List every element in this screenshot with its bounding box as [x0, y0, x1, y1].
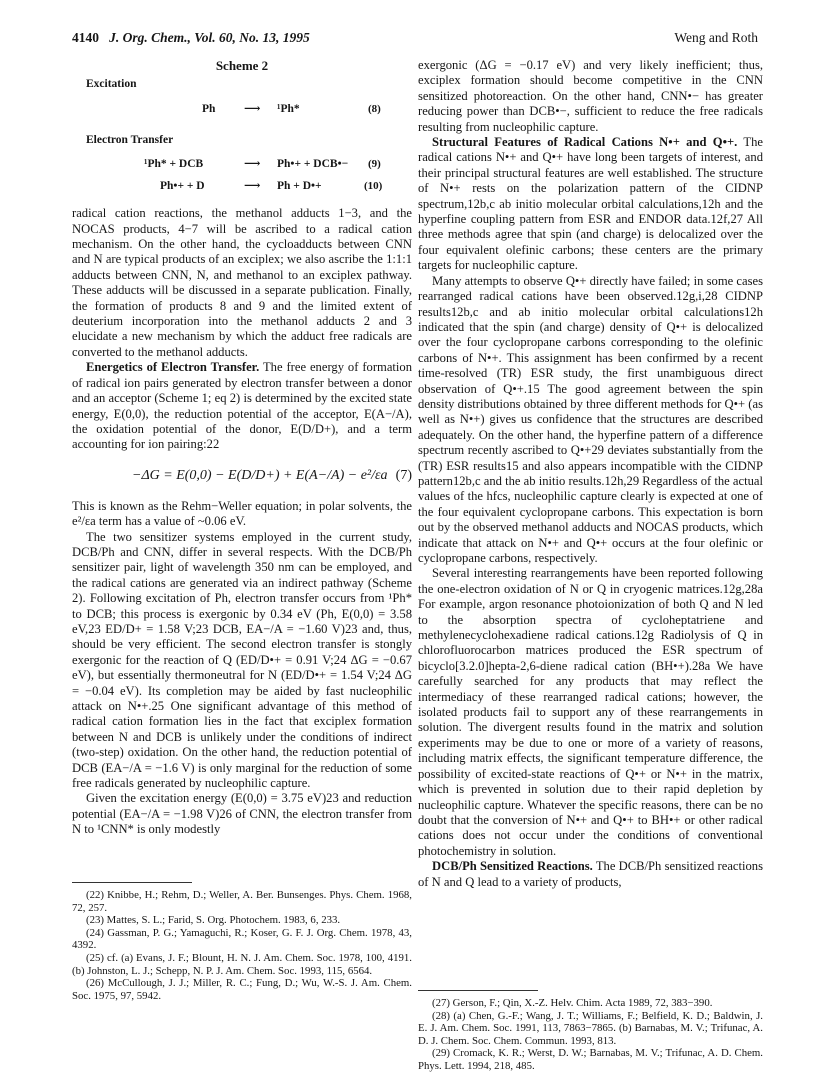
footnote-27: (27) Gerson, F.; Qin, X.-Z. Helv. Chim. Acta 1989, 72, 383−390. — [432, 997, 713, 1009]
section-heading-energetics: Energetics of Electron Transfer. — [86, 360, 260, 375]
footnote-25: (25) cf. (a) Evans, J. F.; Blount, H. N. J. Am. Chem. Soc. 1978, 100, 4191. (b) Johnston, L. J.; Schepp, N. P. J. Am. Chem. Soc. 1993, 115, 6564. — [72, 951, 412, 977]
reaction-8-reactant: Ph — [202, 102, 216, 115]
journal-citation: J. Org. Chem., Vol. 60, No. 13, 1995 — [109, 30, 310, 45]
right-column — [418, 58, 763, 890]
paragraph-exergonic: exergonic (ΔG = −0.17 eV) and very likely inefficient; thus, exciplex formation should become competitive in the CNN sensitized photoreaction. On the other hand, CNN•− has greater reducing power than DCB•−, sufficient to reduce the free radicals resulting from nucleophilic capture. — [418, 58, 763, 134]
scheme-electron-transfer-label: Electron Transfer — [86, 133, 174, 146]
reaction-8-product: ¹Ph* — [277, 102, 300, 115]
reaction-9-number: (9) — [368, 158, 381, 171]
paragraph-dcb-ph-body: The DCB/Ph sensitized reactions of N and Q lead to a variety of products, — [418, 859, 763, 889]
reaction-10 — [72, 176, 412, 198]
equation-7 — [72, 459, 412, 493]
rehm-weller-formula: −ΔG = E(0,0) − E(D/D+) + E(A−/A) − e²/εa — [132, 467, 388, 483]
paragraph-excitation-energy: Given the excitation energy (E(0,0) = 3.75 eV)23 and reduction potential (EA−/A = −1.98 V)26 of CNN, the electron transfer from N to ¹CNN* is only modestly — [72, 791, 412, 837]
reaction-9-reactants: ¹Ph* + DCB — [144, 158, 204, 171]
scheme-title: Scheme 2 — [215, 58, 269, 73]
section-heading-structural: Structural Features of Radical Cations N•+ and Q•+. — [432, 135, 738, 150]
paragraph-energetics — [72, 360, 412, 452]
footnote-28: (28) (a) Chen, G.-F.; Wang, J. T.; Williams, F.; Belfield, K. D.; Baldwin, J. E. J. Am. Chem. Soc. 1991, 113, 7863−7865. (b) Barnabas, M. V.; Trifunac, A. D. J. Chem. Soc. Chem. Commun. 1993, 813. — [418, 1009, 763, 1047]
reaction-10-products: Ph + D•+ — [277, 180, 322, 193]
paragraph-rehm-weller: This is known as the Rehm−Weller equation; in polar solvents, the e²/εa term has a value of ~0.06 eV. — [72, 498, 412, 529]
paragraph-structural-body: The radical cations N•+ and Q•+ have long been targets of interest, and their principal structural features are well established. The structure of N•+ rests on the polarization pattern of the CIDNP spectrum,12b,c ab initio molecular orbital calculations,12h and the hyperfine coupling pattern from ESR and ENDOR data.12f,27 All three methods agree that spin (and charge) is delocalized over the four equivalent olefinic carbons; these centers are the primary targets for nucleophilic capture. — [418, 135, 763, 273]
reaction-10-reactants: Ph•+ + D — [160, 180, 205, 193]
paragraph-rearrangements: Several interesting rearrangements have been reported following the one-electron oxidation of N or Q in cryogenic matrices.12g,28a For example, argon resonance photoionization of both Q and N led to the absorption spectra of cycloheptatriene and methylenecyclohexadiene radical cations.12g Radiolysis of Q in chlorofluorocarbon matrices produced the ESR spectrum of bicyclo[3.2.0]hepta-2,6-diene radical cation (BH•+).28a We have carefully searched for any products that may reflect the intermediacy of these rearranged radical cations; however, the isolated products fail to support any of these rearrangements in solution. The divergent results found in the matrix and solution experiments may be due to one or more of a variety of reasons, including matrix effects, the significant temperature difference, the possibility of excited-state reactions of Q•+ or N•+ in the matrix, which is prevented in solution due to their rapid depletion by nucleophilic capture. Whatever the specific reasons, there can be no doubt that the conversion of N•+ and Q•+ to BH•+ or other radical cations does not occur under the conditions of conventional photochemistry in solution. — [418, 566, 763, 858]
paragraph-q-observation: Many attempts to observe Q•+ directly have failed; in some cases rearranged radical cations have been observed.12g,i,28 CIDNP results12b,c and ab initio molecular orbital calculations12h indicated that the spin (and charge) density of Q•+ is delocalized over the four cyclopropane carbons corresponding to the olefinic carbons of N•+. This assignment has been confirmed by a recent time-resolved (TR) ESR study, the first unambiguous direct observation of Q•+.15 The good agreement between the spin density distributions obtained by three different methods for Q•+ (as well as N•+) gives us confidence that the structures are described adequately. On the other hand, the hyperfine pattern of a difference spectrum recently ascribed to Q•+29 deviates substantially from the (TR) ESR results15 and also appears incompatible with the CIDNP pattern12b,c and the ab initio results.12h,29 Regardless of the actual values of the hfcs, nucleophilic capture clearly is expected at one of the four equivalent cyclopropane carbons. This expectation is born out by the observed methanol adducts and NOCAS products, which indicate that attack on N•+ and Q•+ occurs at the four olefinic or cyclopropane carbons, respectively. — [418, 273, 763, 565]
paragraph-sensitizer-systems: The two sensitizer systems employed in the current study, DCB/Ph and CNN, differ in several respects. With the DCB/Ph sensitizer pair, light of wavelength 350 nm can be employed, and the radical cations are generated via an indirect pathway (Scheme 2). Following excitation of Ph, electron transfer occurs from ¹Ph* to DCB; this process is exergonic by 0.34 eV (Ph, E(0,0) = 3.58 eV,23 ED/D+ = 1.58 V;23 DCB, EA−/A = −1.60 V)23 and, thus, should be very efficient. The second electron transfer is stongly exergonic for the reaction of Q (ED/D•+ = 0.91 V;24 ΔG = −0.67 eV), but essentially thermoneutral for N (ED/D•+ = 1.54 V;24 ΔG = −0.04 eV). Its completion may be aided by fast nucleophilic attack on N•+.25 One significant advantage of this method of radical cation formation lies in the fact that exciplex formation between N and DCB is unlikely under the conditions of indirect (two-step) oxidation. On the other hand, the reduction potential of DCB (EA−/A = −1.6 V) is only marginal for the reduction of some free radicals generated by nucleophilic capture. — [72, 529, 412, 791]
reaction-9-products: Ph•+ + DCB•− — [277, 158, 349, 171]
scheme-excitation-label: Excitation — [86, 78, 137, 91]
footnote-24: (24) Gassman, P. G.; Yamaguchi, R.; Koser, G. F. J. Org. Chem. 1978, 43, 4392. — [72, 926, 412, 952]
reaction-10-number: (10) — [364, 180, 383, 193]
page-header — [72, 30, 758, 48]
footnote-rule-right — [418, 990, 538, 991]
section-heading-dcb-ph: DCB/Ph Sensitized Reactions. — [432, 859, 593, 874]
footnote-29: (29) Cromack, K. R.; Werst, D. W.; Barnabas, M. V.; Trifunac, A. D. Chem. Phys. Lett. 1994, 218, 485. — [418, 1047, 763, 1072]
reaction-8 — [72, 99, 412, 121]
reaction-10-arrow: ⟶ — [244, 180, 261, 193]
paragraph-energetics-body: The free energy of formation of radical ion pairs generated by electron transfer between a donor and an acceptor (Scheme 1; eq 2) is determined by the excited state energy, E(0,0), the reduction potential of the acceptor, E(A−/A), the oxidation potential of the donor, E(D/D+), and a term accounting for ion pairing:22 — [72, 360, 413, 452]
footnote-22: (22) Knibbe, H.; Rehm, D.; Weller, A. Ber. Bunsenges. Phys. Chem. 1968, 72, 257. — [72, 889, 412, 914]
footnotes-left — [72, 872, 412, 1002]
footnote-26: (26) McCullough, J. J.; Miller, R. C.; Fung, D.; Wu, W.-S. J. Am. Chem. Soc. 1975, 97, 5942. — [72, 977, 412, 1002]
footnote-23: (23) Mattes, S. L.; Farid, S. Org. Photochem. 1983, 6, 233. — [86, 914, 341, 927]
reaction-8-arrow: ⟶ — [244, 102, 261, 115]
paragraph-structural-features — [418, 135, 763, 274]
page-number: 4140 — [72, 30, 99, 45]
reaction-9 — [72, 154, 412, 176]
paragraph-radical-cation-mechanism: radical cation reactions, the methanol adducts 1−3, and the NOCAS products, 4−7 will be ascribed to a radical cation mechanism. On the other hand, the cycloadducts between CNN and N are typical products of an exciplex; we also ascribe the 1:1:1 adducts between CNN, N, and methanol to an exciplex pathway. These adducts will be discussed in a separate publication. Finally, the formation of products 8 and 9 and the limited extent of deuterium incorporation into the methanol adducts 2 and 3 elucidate a new mechanism by which the adduct free radicals are converted to the methanol adducts. — [72, 206, 412, 359]
left-column — [72, 58, 412, 838]
footnotes-right — [418, 980, 763, 1073]
running-authors: Weng and Roth — [674, 30, 758, 45]
reaction-9-arrow: ⟶ — [244, 158, 261, 171]
reaction-8-number: (8) — [368, 102, 381, 115]
equation-number: (7) — [395, 467, 412, 483]
header-left — [72, 30, 310, 46]
paragraph-dcb-ph — [418, 859, 763, 890]
footnote-rule — [72, 882, 192, 883]
